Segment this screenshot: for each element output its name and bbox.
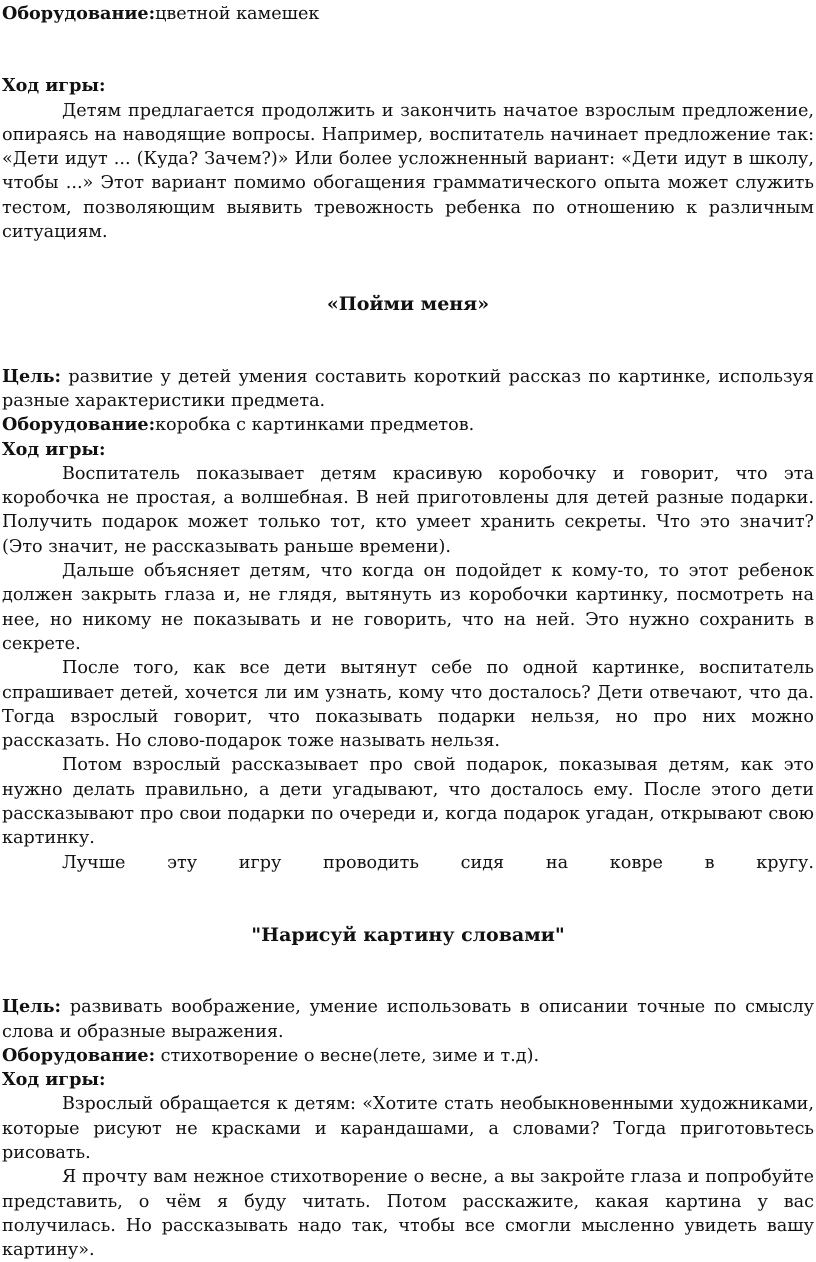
equipment-text: коробка с картинками предметов. bbox=[155, 415, 475, 436]
equipment-text: цветной камешек bbox=[155, 4, 320, 24]
equipment-label: Оборудование: bbox=[2, 414, 156, 436]
paragraph: Взрослый обращается к детям: «Хотите стать необыкновенными художниками, которые рисуют не красками и карандашами, а словами? Тогда приготовьтесь рисовать. bbox=[2, 1094, 814, 1163]
spacer bbox=[2, 26, 814, 74]
section-title-understand-me: «Пойми меня» bbox=[326, 293, 490, 316]
goal-label: Цель: bbox=[2, 996, 62, 1018]
paragraph: Потом взрослый рассказывает про свой подарок, показывая детям, как это нужно делать правильно, а дети угадывают, что досталось ему. После этого дети рассказывают про свои подарки по очереди и, когда подарок угадан, открывают свою картинку. bbox=[2, 755, 814, 849]
goal-label: Цель: bbox=[2, 365, 62, 387]
section-title-draw-picture: "Нарисуй картину словами" bbox=[251, 923, 565, 946]
game-progress-heading: Ход игры: bbox=[2, 75, 106, 97]
paragraph: Я прочту вам нежное стихотворение о весне, а вы закройте глаза и попробуйте представить, о чём я буду читать. Потом расскажите, какая картина у вас получилась. Но рассказывать надо так, чтобы все смогли мысленно увидеть вашу картину». bbox=[2, 1167, 814, 1261]
spacer bbox=[2, 947, 814, 995]
spacer bbox=[2, 244, 814, 292]
game-progress-heading: Ход игры: bbox=[2, 1069, 106, 1091]
equipment-line bbox=[2, 413, 814, 437]
paragraph: Лучше эту игру проводить сидя на ковре в кругу. bbox=[62, 852, 814, 873]
paragraph: Воспитатель показывает детям красивую коробочку и говорит, что эта коробочка не простая, а волшебная. В ней приготовлены для детей разные подарки. Получить подарок может только тот, кто умеет хранить секреты. Что это значит? (Это значит, не рассказывать раньше времени). bbox=[2, 463, 814, 557]
spacer bbox=[2, 875, 814, 923]
equipment-text: стихотворение о весне(лете, зиме и т.д). bbox=[155, 1045, 540, 1066]
paragraph: После того, как все дети вытянут себе по одной картинке, воспитатель спрашивает детей, хочется ли им узнать, кому что досталось? Дети отвечают, что да. Тогда взрослый говорит, что показывать подарки нельзя, но про них можно рассказать. Но слово-подарок тоже называть нельзя. bbox=[2, 658, 814, 752]
equipment-label: Оборудование: bbox=[2, 1044, 156, 1066]
paragraph: Детям предлагается продолжить и закончить начатое взрослым предложение, опираясь на наводящие вопросы. Например, воспитатель начинает предложение так: «Дети идут ... (Куда? Зачем?)» Или более усложненный вариант: «Дети идут в школу, чтобы ...» Этот вариант помимо обогащения грамматического опыта может служить тестом, позволяющим выявить тревожность ребенка по отношению к различным ситуациям. bbox=[2, 100, 814, 243]
spacer bbox=[2, 317, 814, 365]
paragraph: Дальше объясняет детям, что когда он подойдет к кому-то, то этот ребенок должен закрыть глаза и, не глядя, вытянуть из коробочки картинку, посмотреть на нее, но никому не показывать и не говорить, что на ней. Это нужно сохранить в секрете. bbox=[2, 561, 814, 654]
goal-text: развитие у детей умения составить короткий рассказ по картинке, используя разные характеристики предмета. bbox=[2, 366, 814, 411]
game-progress-heading: Ход игры: bbox=[2, 438, 106, 460]
goal-line bbox=[2, 365, 814, 414]
equipment-label: Оборудование: bbox=[2, 3, 156, 24]
goal-text: развивать воображение, умение использовать в описании точные по смыслу слова и образные выражения. bbox=[2, 997, 814, 1042]
goal-line bbox=[2, 995, 814, 1044]
equipment-line bbox=[2, 1044, 814, 1068]
equipment-line-1 bbox=[2, 2, 814, 26]
